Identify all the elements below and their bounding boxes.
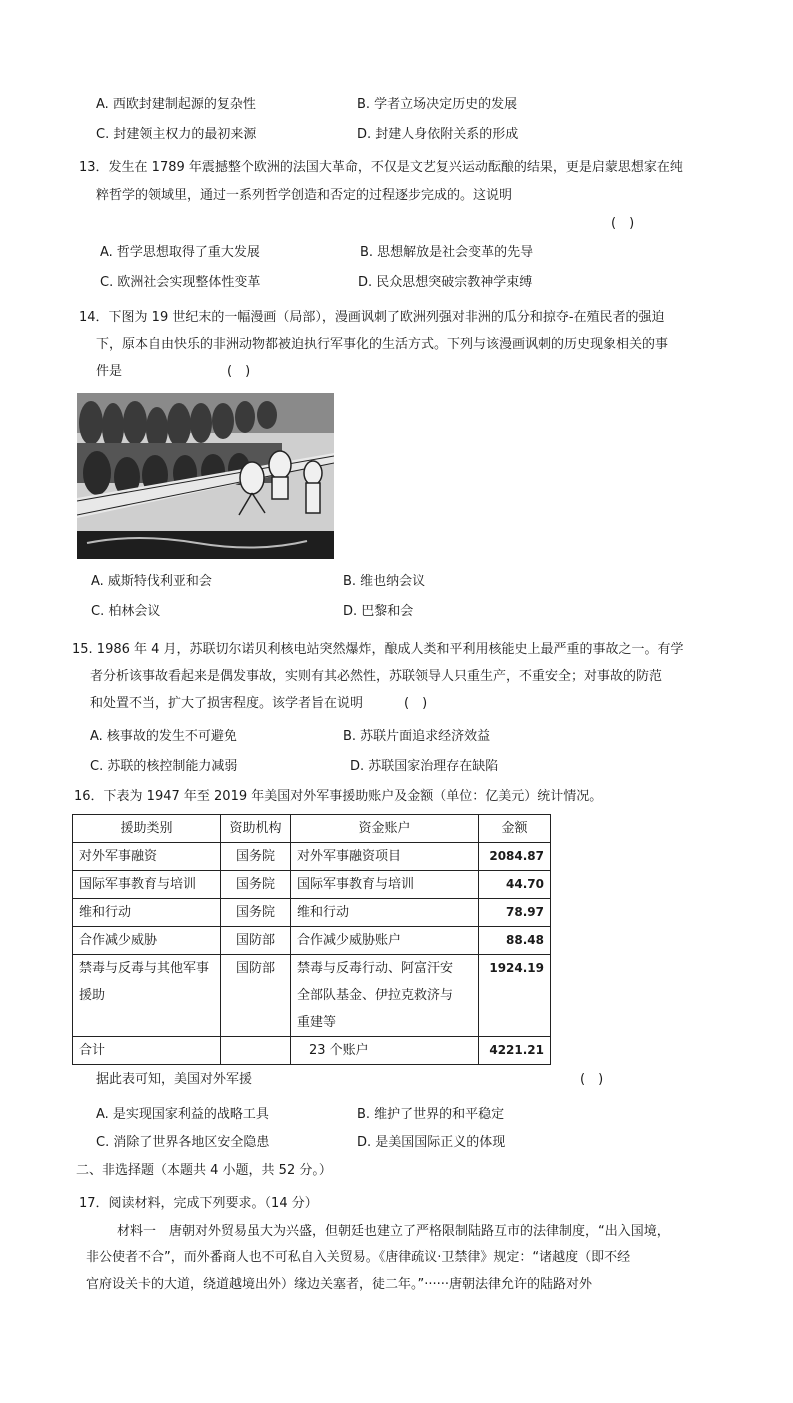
q13-option-d: D. 民众思想突破宗教神学束缚 — [358, 275, 533, 290]
header-agency: 资助机构 — [221, 815, 291, 843]
q15-stem-line1: 15. 1986 年 4 月，苏联切尔诺贝利核电站突然爆炸，酿成人类和平利用核能史上最严重的事故之一。有学 — [72, 642, 684, 657]
q13-option-c: C. 欧洲社会实现整体性变革 — [100, 275, 261, 290]
cell-category: 合作减少威胁 — [73, 927, 221, 955]
q12-option-d: D. 封建人身依附关系的形成 — [357, 127, 519, 142]
q15-answer-bracket: ( ) — [404, 696, 428, 711]
q12-option-c: C. 封建领主权力的最初来源 — [96, 127, 257, 142]
q14-option-d: D. 巴黎和会 — [343, 604, 414, 619]
q15-option-d: D. 苏联国家治理存在缺陷 — [350, 759, 499, 774]
cell-total-agency — [221, 1037, 291, 1065]
header-account: 资金账户 — [291, 815, 479, 843]
cell-category: 国际军事教育与培训 — [73, 871, 221, 899]
cell-agency: 国务院 — [221, 843, 291, 871]
cell-account-line1: 禁毒与反毒行动、阿富汗安 — [297, 961, 454, 976]
q17-title: 17．阅读材料，完成下列要求。（14 分） — [79, 1196, 318, 1211]
cell-total-amount: 4221.21 — [479, 1037, 551, 1065]
q15-option-b: B. 苏联片面追求经济效益 — [343, 729, 491, 744]
q14-option-c: C. 柏林会议 — [91, 604, 161, 619]
q17-material-line3: 官府设关卡的大道，绕道越境出外）缘边关塞者，徒二年。”······唐朝法律允许的陆路对外 — [86, 1277, 593, 1292]
q16-stem: 16．下表为 1947 年至 2019 年美国对外军事援助账户及金额（单位：亿美元）统计情况。 — [74, 789, 603, 804]
q14-stem-line3: 件是 — [96, 364, 123, 379]
q17-material-line1: 材料一 唐朝对外贸易虽大为兴盛，但朝廷也建立了严格限制陆路互市的法律制度，“出入国境， — [117, 1224, 670, 1239]
table-row — [73, 899, 551, 927]
q15-stem-line3: 和处置不当，扩大了损害程度。该学者旨在说明 — [90, 696, 364, 711]
cell-amount: 78.97 — [479, 899, 551, 927]
cell-total-account: 23 个账户 — [291, 1037, 479, 1065]
cell-amount: 44.70 — [479, 871, 551, 899]
military-aid-table — [72, 814, 551, 1065]
q14-option-b: B. 维也纳会议 — [343, 574, 426, 589]
table-total-row — [73, 1037, 551, 1065]
cell-category-line1: 禁毒与反毒与其他军事 — [79, 961, 210, 976]
q14-answer-bracket: ( ) — [227, 364, 251, 379]
cell-account-line2: 全部队基金、伊拉克救济与 — [297, 988, 454, 1003]
section-2-heading: 二、非选择题（本题共 4 小题，共 52 分。） — [76, 1163, 332, 1178]
q13-option-b: B. 思想解放是社会变革的先导 — [360, 245, 534, 260]
q15-stem-line2: 者分析该事故看起来是偶发事故，实则有其必然性，苏联领导人只重生产，不重安全；对事故的防范 — [90, 669, 663, 684]
q17-material-line2: 非公使者不合”，而外番商人也不可私自入关贸易。《唐律疏议·卫禁律》规定：“诸越度（即不经 — [86, 1250, 631, 1265]
q12-option-a: A. 西欧封建制起源的复杂性 — [96, 97, 256, 112]
cell-category — [73, 955, 221, 1037]
q16-question: 据此表可知，美国对外军援 — [96, 1072, 253, 1087]
q12-option-b: B. 学者立场决定历史的发展 — [357, 97, 518, 112]
cell-account — [291, 955, 479, 1037]
cell-amount: 1924.19 — [479, 955, 551, 1037]
cell-agency: 国防部 — [221, 927, 291, 955]
table-row — [73, 871, 551, 899]
cell-amount: 88.48 — [479, 927, 551, 955]
q16-answer-bracket: ( ) — [580, 1072, 604, 1087]
q14-stem-line2: 下，原本自由快乐的非洲动物都被迫执行军事化的生活方式。下列与该漫画讽刺的历史现象相关的事 — [96, 337, 669, 352]
q16-option-a: A. 是实现国家利益的战略工具 — [96, 1107, 269, 1122]
header-category: 援助类别 — [73, 815, 221, 843]
q13-stem-line1: 13．发生在 1789 年震撼整个欧洲的法国大革命，不仅是文艺复兴运动酝酿的结果，更是启蒙思想家在纯 — [79, 160, 683, 175]
cell-account: 合作减少威胁账户 — [291, 927, 479, 955]
q13-option-a: A. 哲学思想取得了重大发展 — [100, 245, 260, 260]
cell-account: 对外军事融资项目 — [291, 843, 479, 871]
q16-option-c: C. 消除了世界各地区安全隐患 — [96, 1135, 270, 1150]
cell-account: 国际军事教育与培训 — [291, 871, 479, 899]
cell-category-line2: 援助 — [79, 988, 106, 1003]
cartoon-illustration — [77, 393, 334, 559]
cell-account-line3: 重建等 — [297, 1015, 337, 1030]
cell-category: 对外军事融资 — [73, 843, 221, 871]
q13-stem-line2: 粹哲学的领域里，通过一系列哲学创造和否定的过程逐步完成的。这说明 — [96, 188, 513, 203]
table-header-row — [73, 815, 551, 843]
cell-category: 维和行动 — [73, 899, 221, 927]
table-row — [73, 927, 551, 955]
header-amount: 金额 — [479, 815, 551, 843]
q16-option-d: D. 是美国国际正义的体现 — [357, 1135, 506, 1150]
cell-agency: 国防部 — [221, 955, 291, 1037]
table-row — [73, 955, 551, 1037]
cell-amount: 2084.87 — [479, 843, 551, 871]
table-row — [73, 843, 551, 871]
q14-stem-line1: 14．下图为 19 世纪末的一幅漫画（局部），漫画讽刺了欧洲列强对非洲的瓜分和掠夺-在殖民者的强迫 — [79, 310, 665, 325]
q15-option-a: A. 核事故的发生不可避免 — [90, 729, 237, 744]
cell-account: 维和行动 — [291, 899, 479, 927]
q15-option-c: C. 苏联的核控制能力减弱 — [90, 759, 238, 774]
cell-total-label: 合计 — [73, 1037, 221, 1065]
cell-agency: 国务院 — [221, 871, 291, 899]
q16-option-b: B. 维护了世界的和平稳定 — [357, 1107, 505, 1122]
colonial-cartoon-image — [77, 393, 334, 559]
q13-answer-bracket: ( ) — [611, 216, 635, 231]
cell-agency: 国务院 — [221, 899, 291, 927]
q14-option-a: A. 威斯特伐利亚和会 — [91, 574, 212, 589]
